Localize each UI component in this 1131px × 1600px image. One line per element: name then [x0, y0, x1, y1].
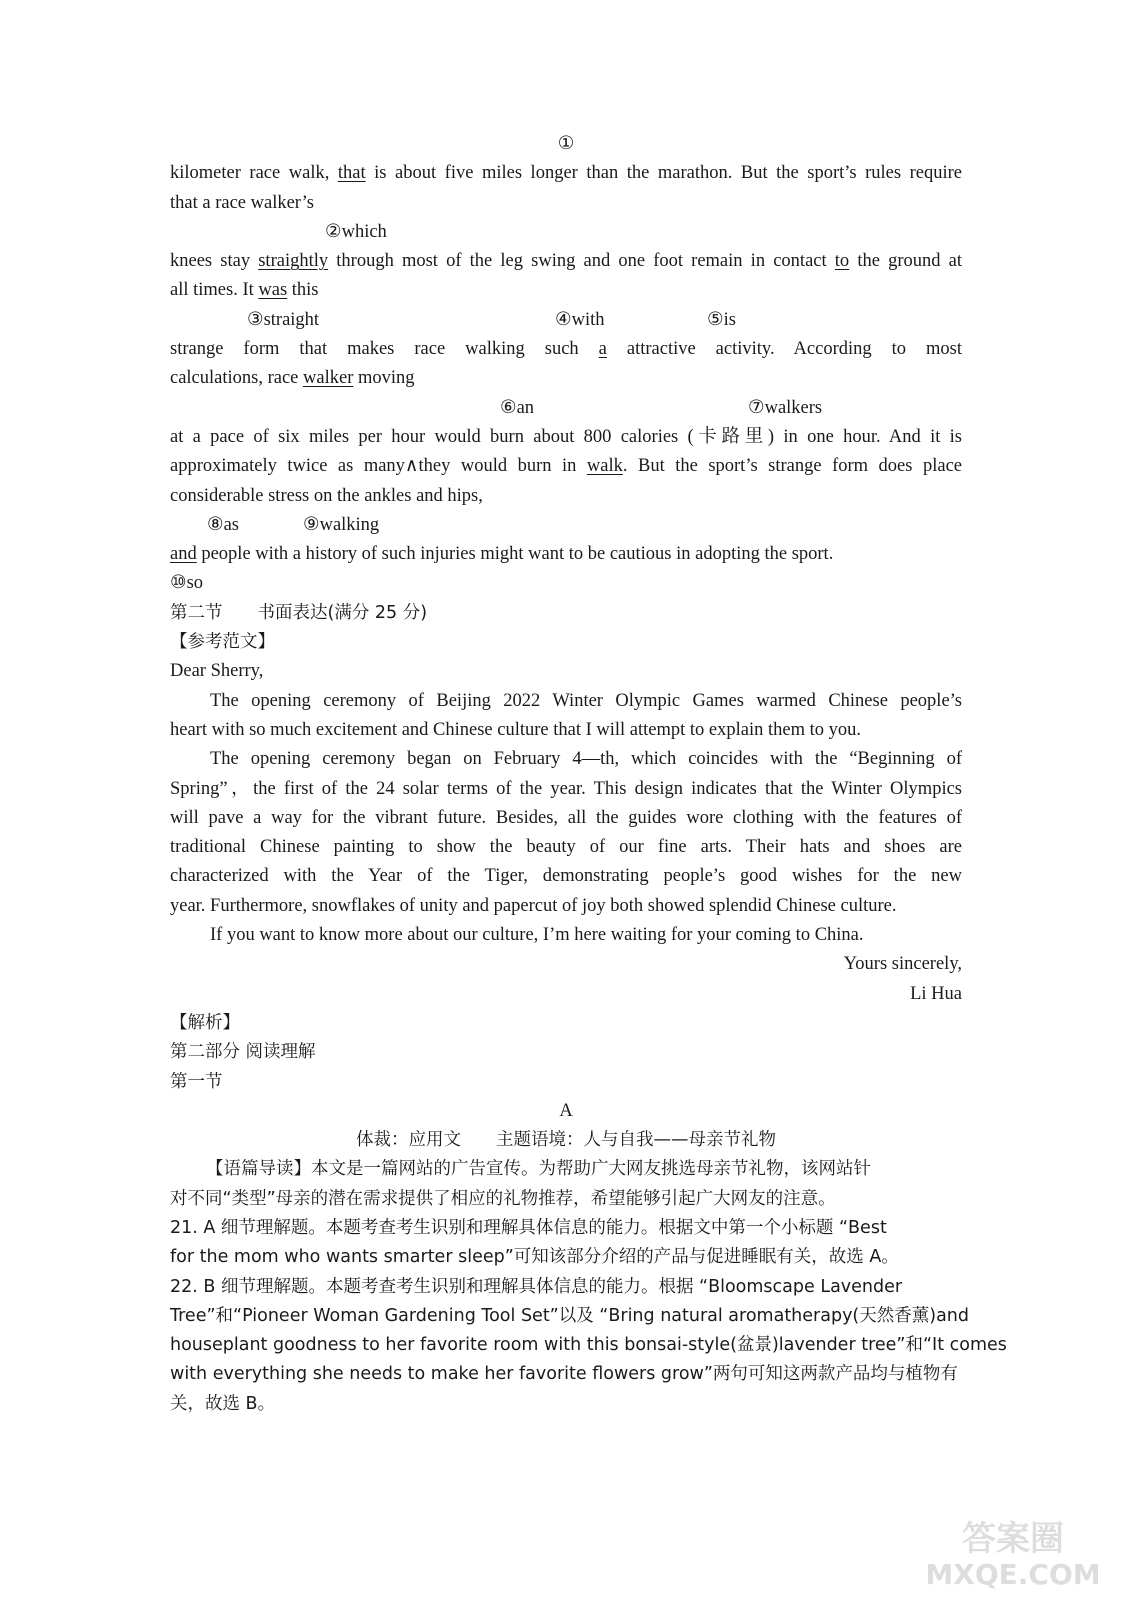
letter-line: year. Furthermore, snowflakes of unity and papercut of joy both showed splendid Chinese culture. — [170, 895, 897, 916]
document-page — [170, 130, 1007, 1419]
correction-row — [170, 306, 962, 335]
passage-line: knees stay straightly through most of the leg swing and one foot remain in contact to the ground at — [170, 251, 962, 272]
watermark-logo — [913, 1512, 1113, 1592]
error-word: walker — [303, 368, 354, 389]
correction-row — [170, 218, 962, 247]
passage-letter: A — [559, 1100, 573, 1121]
error-word: to — [834, 251, 850, 272]
genre-line: 体裁：应用文 主题语境：人与自我——母亲节礼物 — [356, 1130, 776, 1151]
analysis-label: 【解析】 — [170, 1012, 240, 1033]
q22-line: houseplant goodness to her favorite room with this bonsai-style(盆景)lavender tree”和“It comes — [170, 1335, 1007, 1356]
letter-line: Spring”，the first of the 24 solar terms of the year. This design indicates that the Winter Olympics — [170, 778, 962, 799]
error-word: was — [258, 280, 288, 301]
correction: ⑥an — [500, 397, 535, 418]
intro-line: 【语篇导读】本文是一篇网站的广告宣传。为帮助广大网友挑选母亲节礼物，该网站针 — [206, 1159, 871, 1180]
letter-greeting: Dear Sherry, — [170, 661, 264, 682]
passage-line: strange form that makes race walking such a attractive activity. According to most — [170, 339, 962, 360]
letter-line: If you want to know more about our culture, I’m here waiting for your coming to China. — [210, 925, 864, 946]
passage-line: kilometer race walk, that is about five miles longer than the marathon. But the sport’s rules require — [170, 163, 963, 184]
writing-heading: 第二节 书面表达(满分 25 分) — [170, 602, 428, 623]
letter-line: heart with so much excitement and Chinese culture that I will attempt to explain them to you. — [170, 719, 862, 740]
correction: ⑤is — [707, 309, 736, 330]
q22-line: with everything she needs to make her favorite flowers grow”两句可知这两款产品均与植物有 — [170, 1364, 958, 1385]
error-word: that — [337, 163, 366, 184]
error-word: and — [170, 544, 197, 565]
reference-label: 【参考范文】 — [170, 632, 275, 653]
error-word: straightly — [258, 251, 329, 272]
q21-line: 21. A 细节理解题。本题考查考生识别和理解具体信息的能力。根据文中第一个小标题 “Best — [170, 1217, 887, 1238]
correction: ④with — [555, 309, 605, 330]
analysis-part: 第二部分 阅读理解 — [170, 1042, 316, 1063]
letter-line: traditional Chinese painting to show the beauty of our fine arts. Their hats and shoes are — [170, 837, 962, 858]
passage-line: calculations, race walker moving — [170, 368, 415, 389]
letter-closing: Yours sincerely, — [843, 954, 962, 975]
q22-line: Tree”和“Pioneer Woman Gardening Tool Set”以及 “Bring natural aromatherapy(天然香薰)and — [170, 1305, 970, 1326]
letter-signature: Li Hua — [910, 983, 962, 1004]
passage-line: that a race walker’s — [170, 192, 314, 213]
correction: ⑨walking — [303, 514, 380, 535]
correction: ⑦walkers — [748, 397, 823, 418]
letter-line: The opening ceremony of Beijing 2022 Winter Olympic Games warmed Chinese people’s — [210, 690, 962, 711]
q22-line: 关，故选 B。 — [170, 1393, 276, 1414]
correction: ③straight — [247, 309, 320, 330]
correction: ②which — [325, 221, 387, 242]
q21-line: for the mom who wants smarter sleep”可知该部分介绍的产品与促进睡眠有关，故选 A。 — [170, 1247, 899, 1268]
analysis-section: 第一节 — [170, 1071, 223, 1092]
correction-row — [170, 569, 962, 598]
correction: ⑧as — [207, 514, 239, 535]
passage-line: all times. It was this — [170, 280, 319, 301]
section-marker: ① — [557, 134, 575, 154]
intro-line: 对不同“类型”母亲的潜在需求提供了相应的礼物推荐，希望能够引起广大网友的注意。 — [170, 1188, 836, 1209]
q22-line: 22. B 细节理解题。本题考查考生识别和理解具体信息的能力。根据 “Bloomscape Lavender — [170, 1276, 903, 1297]
correction-row — [170, 394, 962, 423]
passage-line: at a pace of six miles per hour would burn about 800 calories (卡路里) in one hour. And it is — [170, 426, 962, 447]
passage-line: approximately twice as many∧they would burn in walk. But the sport’s strange form does place — [170, 456, 962, 477]
passage-line: and people with a history of such injuries might want to be cautious in adopting the sport. — [170, 544, 834, 565]
correction: ⑩so — [170, 573, 204, 594]
correction-row — [170, 511, 962, 540]
letter-line: The opening ceremony began on February 4—th, which coincides with the “Beginning of — [210, 749, 962, 770]
letter-line: will pave a way for the vibrant future. Besides, all the guides wore clothing with the features of — [170, 807, 962, 828]
error-word: a — [598, 339, 607, 360]
watermark-top-text: 答案圈 — [962, 1519, 1064, 1559]
watermark-bottom-text: MXQE.COM — [925, 1558, 1101, 1591]
passage-line: considerable stress on the ankles and hips, — [170, 485, 483, 506]
error-word: walk — [586, 456, 623, 477]
letter-line: characterized with the Year of the Tiger, demonstrating people’s good wishes for the new — [170, 866, 962, 887]
